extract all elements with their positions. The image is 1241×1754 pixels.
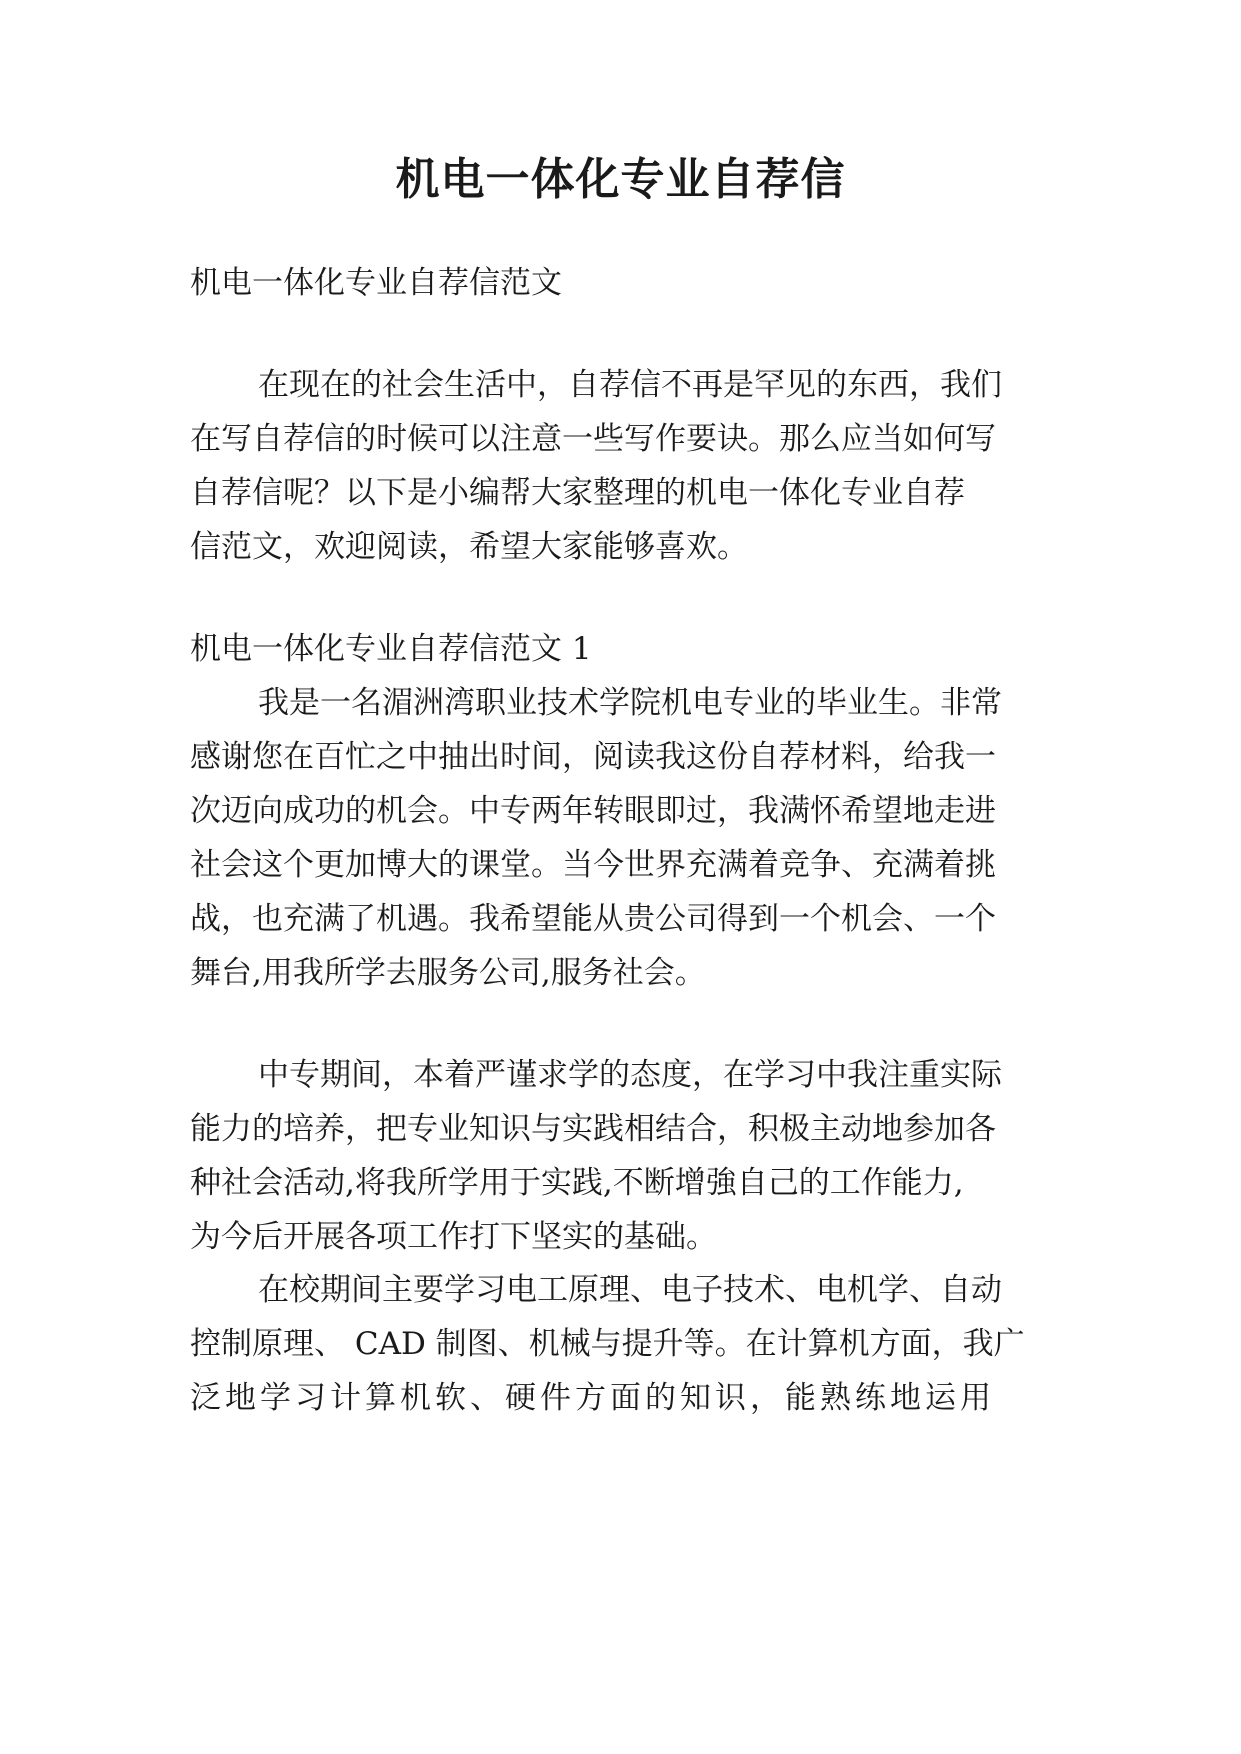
body-line: 舞台,用我所学去服务公司,服务社会。 <box>190 955 706 991</box>
body-line: 控制原理、 CAD 制图、机械与提升等。在计算机方面，我广 <box>190 1326 1025 1362</box>
body-line: 次迈向成功的机会。中专两年转眼即过，我满怀希望地走进 <box>190 793 996 829</box>
intro-line-2: 在写自荐信的时候可以注意一些写作要诀。那么应当如何写 <box>190 421 996 457</box>
body-line: 感谢您在百忙之中抽出时间，阅读我这份自荐材料，给我一 <box>190 739 996 775</box>
body-line: 为今后开展各项工作打下坚实的基础。 <box>190 1219 717 1255</box>
intro-line-1: 在现在的社会生活中，自荐信不再是罕见的东西，我们 <box>258 367 1002 403</box>
page-title: 机电一体化专业自荐信 <box>395 154 846 205</box>
body-line: 能力的培养，把专业知识与实践相结合，积极主动地参加各 <box>190 1111 996 1147</box>
subtitle-line: 机电一体化专业自荐信范文 <box>190 265 562 301</box>
body-line: 种社会活动,将我所学用于实践,不断增強自己的工作能力, <box>190 1165 964 1201</box>
intro-line-3: 自荐信呢？以下是小编帮大家整理的机电一体化专业自荐 <box>190 475 965 511</box>
body-line: 我是一名湄洲湾职业技术学院机电专业的毕业生。非常 <box>258 685 1002 721</box>
body-line: 社会这个更加博大的课堂。当今世界充满着竞争、充满着挑 <box>190 847 996 883</box>
section-heading: 机电一体化专业自荐信范文 1 <box>190 631 592 667</box>
body-line: 中专期间，本着严谨求学的态度，在学习中我注重实际 <box>258 1057 1002 1093</box>
body-line: 在校期间主要学习电工原理、电子技术、电机学、自动 <box>258 1272 1002 1308</box>
intro-line-4: 信范文，欢迎阅读，希望大家能够喜欢。 <box>190 529 748 565</box>
body-line: 战，也充满了机遇。我希望能从贵公司得到一个机会、一个 <box>190 901 996 937</box>
body-line: 泛地学习计算机软、硬件方面的知识，能熟练地运用 <box>190 1380 995 1416</box>
